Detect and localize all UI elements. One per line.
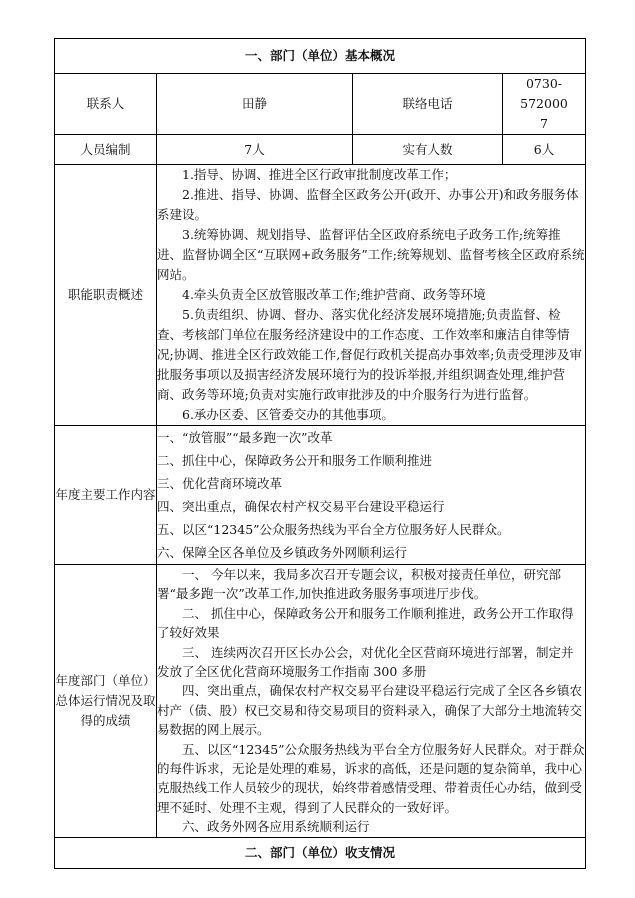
- result-item: 五、以区“12345”公众服务热线为平台全方位服务好人民群众。对于群众的每件诉求，无论是处理的难易，诉求的高低，还是问题的复杂简单，我中心克服热线工作人员较少的现状，始终带着感情受理、带着责任心办结，做到受理不延时、处理不主观，得到了人民群众的一致好评。: [157, 741, 585, 815]
- duty-item: 4.牵头负责全区放管服改革工作;维护营商、政务等环境: [182, 287, 486, 302]
- staff-quota-label: 人员编制: [55, 135, 157, 165]
- duties-label: 职能职责概述: [55, 165, 157, 426]
- contact-name: 田静: [157, 74, 353, 135]
- annual-tasks-label: 年度主要工作内容: [55, 426, 157, 565]
- result-item: 四、突出重点，确保农村产权交易平台建设平稳运行完成了全区各乡镇农村产（债、股）权已交易和待交易项目的资料录入，确保了大部分土地流转交易数据的网上展示。: [157, 683, 583, 738]
- result-item: 三、 连续两次召开区长办公会，对优化全区营商环境进行部署，制定并发放了全区优化营商环境服务工作指南 300 多册: [157, 644, 574, 680]
- staff-quota-value: 7人: [157, 135, 353, 165]
- phone-line-1: 0730-572000: [520, 76, 568, 111]
- annual-results-content: [157, 565, 586, 838]
- task-item: 二、抓住中心，保障政务公开和服务工作顺利推进: [157, 453, 433, 468]
- section2-title: 二、部门（单位）收支情况: [55, 837, 586, 868]
- duty-item: 6.承办区委、区管委交办的其他事项。: [182, 407, 394, 422]
- task-item: 一、“放管服”“最多跑一次”改革: [157, 430, 333, 445]
- annual-results-label: 年度部门（单位）总体运行情况及取得的成绩: [55, 565, 157, 838]
- task-item: 六、保障全区各单位及乡镇政务外网顺利运行: [157, 545, 408, 560]
- duty-item: 2.推进、指导、协调、监督全区政务公开(政开、办事公开)和政务服务体系建设。: [157, 187, 579, 222]
- result-item: 一、 今年以来，我局多次召开专题会议，积极对接责任单位，研究部署“最多跑一次”改革工作,加快推进政务服务事项进厅步伐。: [157, 567, 561, 602]
- duties-content: [157, 165, 586, 426]
- result-item: 六、政务外网各应用系统顺利运行: [182, 819, 370, 835]
- phone-value: [503, 74, 586, 135]
- duty-item: 5.负责组织、协调、督办、落实优化经济发展环境措施;负责监督、检查、考核部门单位在服务经济建设中的工作态度、工作效率和廉洁自律等情况;协调、推进全区行政效能工作,督促行政机关提高办事效率;负责受理涉及审批服务事项以及损害经济发展环境行为的投诉举报,并组织调查处理,维护营商、政务等环境;负责对实施行政审批涉及的中介服务行为进行监督。: [157, 307, 582, 402]
- result-item: 二、 抓住中心，保障政务公开和服务工作顺利推进，政务公开工作取得了较好效果: [157, 605, 574, 641]
- duty-item: 1.指导、协调、推进全区行政审批制度改革工作；: [182, 167, 457, 182]
- phone-line-2: 7: [540, 116, 548, 131]
- duty-item: 3.统筹协调、规划指导、监督评估全区政府系统电子政务工作;统筹推进、监督协调全区“互联网+政务服务”工作;统筹规划、监督考核全区政府系统网站。: [157, 227, 585, 282]
- staff-actual-value: 6人: [503, 135, 586, 165]
- phone-label: 联络电话: [353, 74, 503, 135]
- task-item: 四、突出重点，确保农村产权交易平台建设平稳运行: [157, 499, 445, 514]
- contact-label: 联系人: [55, 74, 157, 135]
- overview-table: [54, 38, 586, 869]
- staff-actual-label: 实有人数: [353, 135, 503, 165]
- task-item: 三、优化营商环境改革: [157, 476, 283, 491]
- section1-title: 一、部门（单位）基本概况: [55, 39, 586, 74]
- task-item: 五、以区“12345”公众服务热线为平台全方位服务好人民群众。: [157, 522, 510, 537]
- annual-tasks-content: [157, 426, 586, 565]
